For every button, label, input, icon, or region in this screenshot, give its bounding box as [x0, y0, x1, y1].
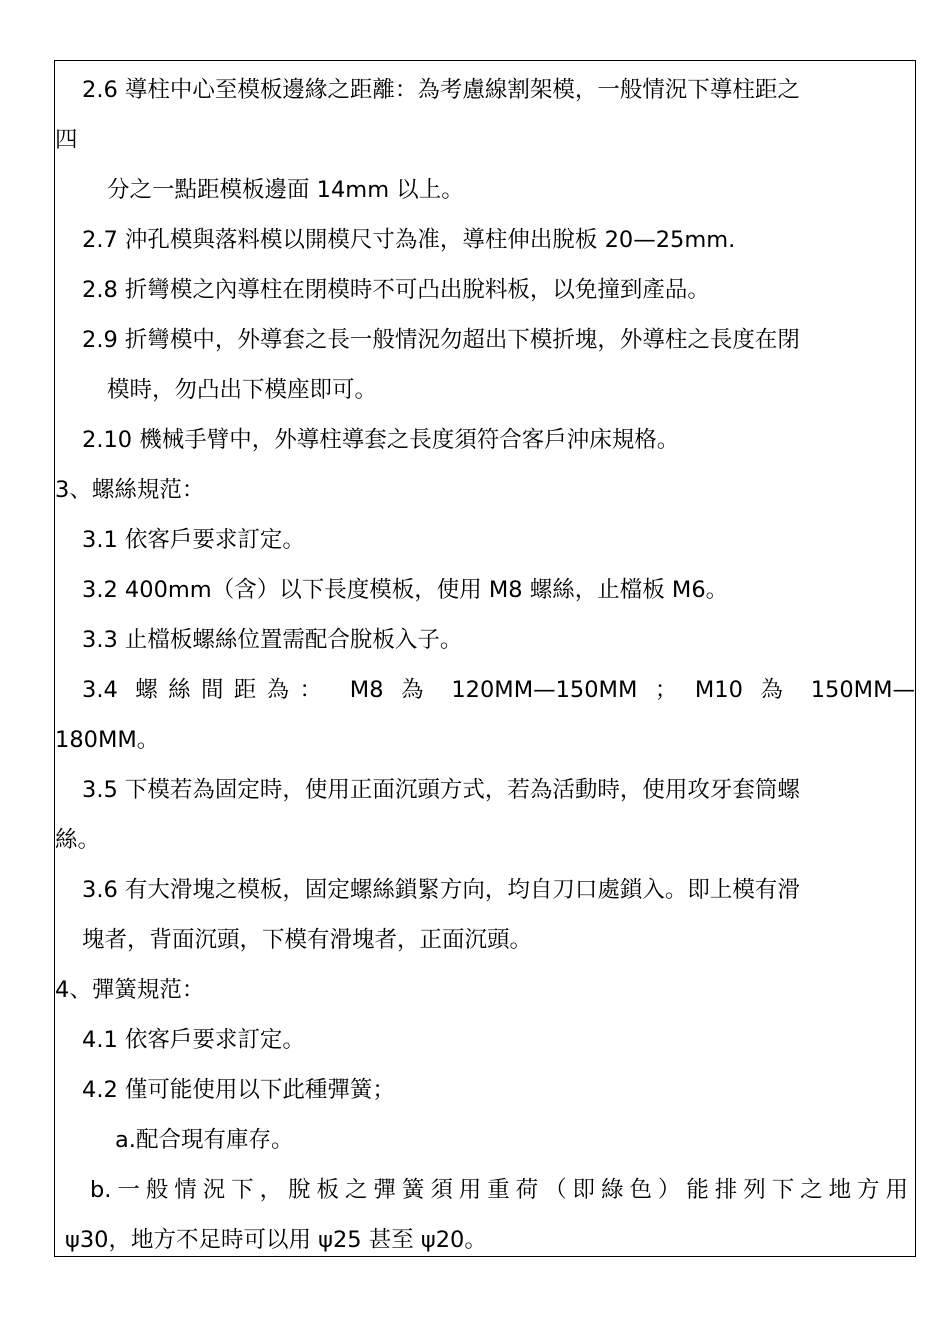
section-heading-screw: 3、螺絲規范： — [55, 477, 205, 503]
text-line-2-6-cont: 分之一點距模板邊面 14mm 以上。 — [107, 177, 464, 203]
text-line-3-5-wrap: 絲。 — [55, 827, 101, 853]
document-frame — [54, 60, 916, 1257]
section-heading-spring: 4、彈簧規范： — [55, 977, 205, 1003]
text-line-3-2: 3.2 400mm（含）以下長度模板，使用 M8 螺絲，止檔板 M6。 — [82, 577, 729, 603]
text-line-4-1: 4.1 依客戶要求訂定。 — [82, 1027, 305, 1053]
text-line-3-3: 3.3 止檔板螺絲位置需配合脫板入子。 — [82, 627, 463, 653]
text-line-3-4: 3.4 螺絲間距為： M8 為 120MM—150MM ； M10 為 150MM— — [82, 677, 915, 703]
text-line-2-6-wrap: 四 — [55, 127, 78, 153]
text-line-4-2-b-wrap: ψ30，地方不足時可以用 ψ25 甚至 ψ20。 — [65, 1227, 487, 1253]
text-line-3-1: 3.1 依客戶要求訂定。 — [82, 527, 305, 553]
text-line-3-5: 3.5 下模若為固定時，使用正面沉頭方式，若為活動時，使用攻牙套筒螺 — [82, 777, 800, 803]
text-line-2-9: 2.9 折彎模中，外導套之長一般情況勿超出下模折塊，外導柱之長度在閉 — [82, 327, 800, 353]
text-line-3-6-cont: 塊者，背面沉頭，下模有滑塊者，正面沉頭。 — [82, 927, 533, 953]
text-line-2-7: 2.7 沖孔模與落料模以開模尺寸為准，導柱伸出脫板 20—25mm. — [82, 227, 736, 253]
text-line-3-6: 3.6 有大滑塊之模板，固定螺絲鎖緊方向，均自刀口處鎖入。即上模有滑 — [82, 877, 800, 903]
text-line-2-10: 2.10 機械手臂中，外導柱導套之長度須符合客戶沖床規格。 — [82, 427, 680, 453]
text-line-3-4-wrap: 180MM。 — [55, 727, 160, 753]
text-line-2-9-cont: 模時，勿凸出下模座即可。 — [107, 377, 378, 403]
text-line-2-6: 2.6 導柱中心至模板邊緣之距離：為考慮線割架模，一般情況下導柱距之 — [82, 77, 800, 103]
text-line-2-8: 2.8 折彎模之內導柱在閉模時不可凸出脫料板，以免撞到產品。 — [82, 277, 710, 303]
text-line-4-2-a: a.配合現有庫存。 — [115, 1127, 294, 1153]
text-line-4-2-b: b.一般情況下，脫板之彈簧須用重荷（即綠色）能排列下之地方用 — [90, 1177, 908, 1203]
text-line-4-2: 4.2 僅可能使用以下此種彈簧； — [82, 1077, 395, 1103]
